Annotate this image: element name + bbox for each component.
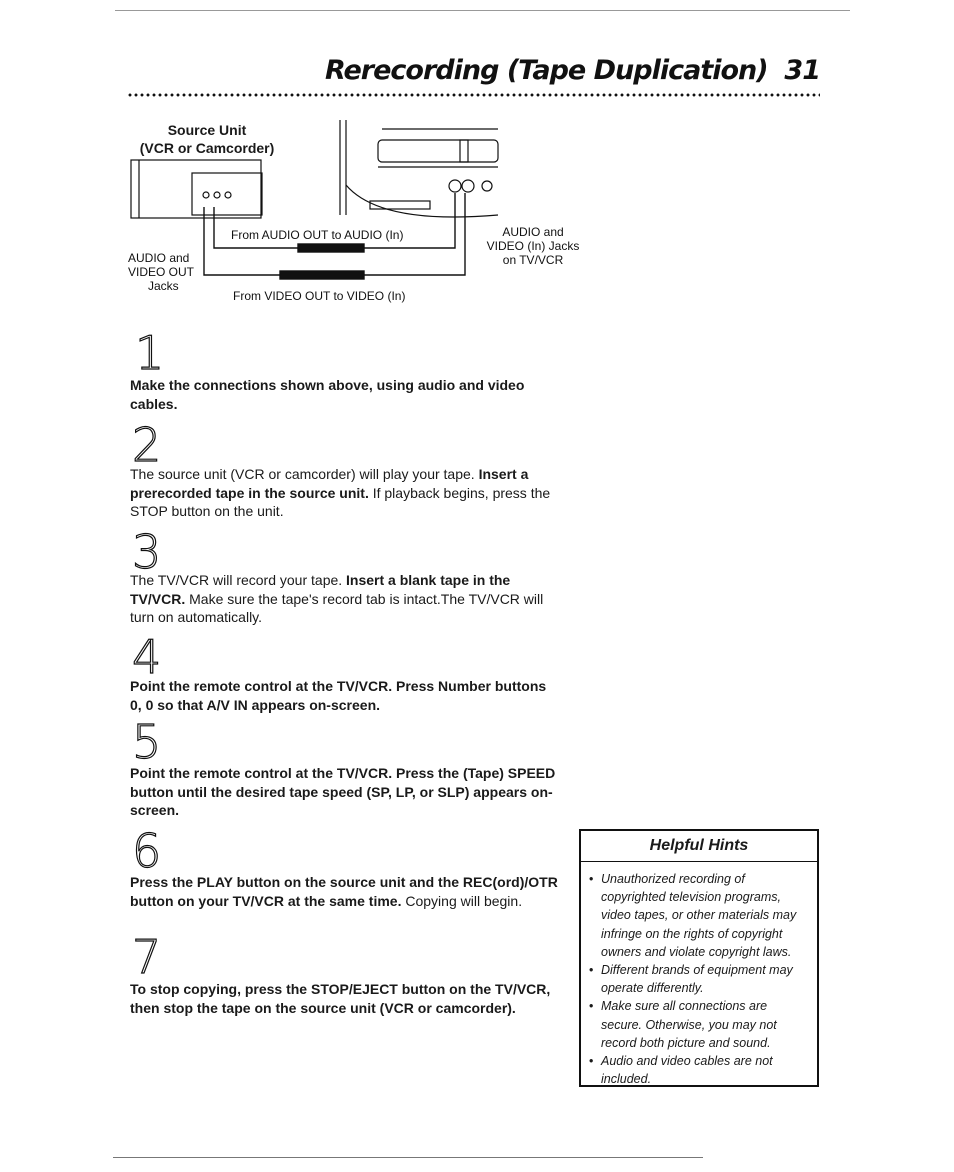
page-title: Rerecording (Tape Duplication) 31: [325, 55, 820, 86]
step-3-number: 3: [132, 525, 162, 579]
hint-item: • Make sure all connections are secure. Otherwise, you may not record both picture and sound.: [589, 997, 807, 1052]
hint-item: • Different brands of equipment may operate differently.: [589, 961, 807, 997]
page-number: 31: [784, 55, 820, 86]
step-1-text: Make the connections shown above, using audio and video cables.: [130, 377, 525, 412]
helpful-hints-box: [579, 829, 819, 1087]
step-2-text: The source unit (VCR or camcorder) will play your tape. Insert a prerecorded tape in the source unit. If playback begins, press the STOP button on the unit.: [130, 466, 551, 519]
top-rule: [115, 10, 850, 11]
audio-cable-label: From AUDIO OUT to AUDIO (In): [231, 228, 404, 242]
step-5-text: Point the remote control at the TV/VCR. Press the (Tape) SPEED button until the desired tape speed (SP, LP, or SLP) appears on-screen.: [130, 765, 556, 818]
step-6-text: Press the PLAY button on the source unit and the REC(ord)/OTR button on your TV/VCR at the same time. Copying will begin.: [130, 874, 558, 909]
bottom-rule: [113, 1157, 703, 1158]
step-3-text: The TV/VCR will record your tape. Insert a blank tape in the TV/VCR. Make sure the tape's record tab is intact.The TV/VCR will turn on automatically.: [130, 572, 544, 625]
hint-item: • Audio and video cables are not included.: [589, 1052, 807, 1088]
right-jacks-label: AUDIO and VIDEO (In) Jacks on TV/VCR: [486, 225, 580, 267]
hint-item: • Unauthorized recording of copyrighted television programs, video tapes, or other materials may infringe on the rights of copyright owners and violate copyright laws.: [589, 870, 807, 961]
step-1-number: 1: [135, 326, 165, 380]
step-6-number: 6: [132, 824, 162, 878]
dotted-rule: [127, 92, 820, 98]
step-4-number: 4: [132, 630, 162, 684]
source-vcr-drawing: [131, 160, 262, 218]
step-4-text: Point the remote control at the TV/VCR. Press Number buttons 0, 0 so that A/V IN appears on-screen.: [130, 678, 547, 713]
left-jacks-label: AUDIO and VIDEO OUT Jacks: [128, 251, 195, 293]
step-7-text: To stop copying, press the STOP/EJECT button on the TV/VCR, then stop the tape on the source unit (VCR or camcorder).: [130, 981, 551, 1016]
step-2-number: 2: [132, 418, 162, 472]
tv-vcr-drawing: [340, 120, 498, 217]
video-cable-label: From VIDEO OUT to VIDEO (In): [233, 289, 406, 303]
audio-cable: [214, 193, 455, 252]
helpful-hints-title: Helpful Hints: [649, 837, 749, 854]
source-unit-label: Source Unit (VCR or Camcorder): [139, 122, 275, 156]
step-5-number: 5: [132, 715, 162, 769]
step-7-number: 7: [132, 930, 162, 984]
